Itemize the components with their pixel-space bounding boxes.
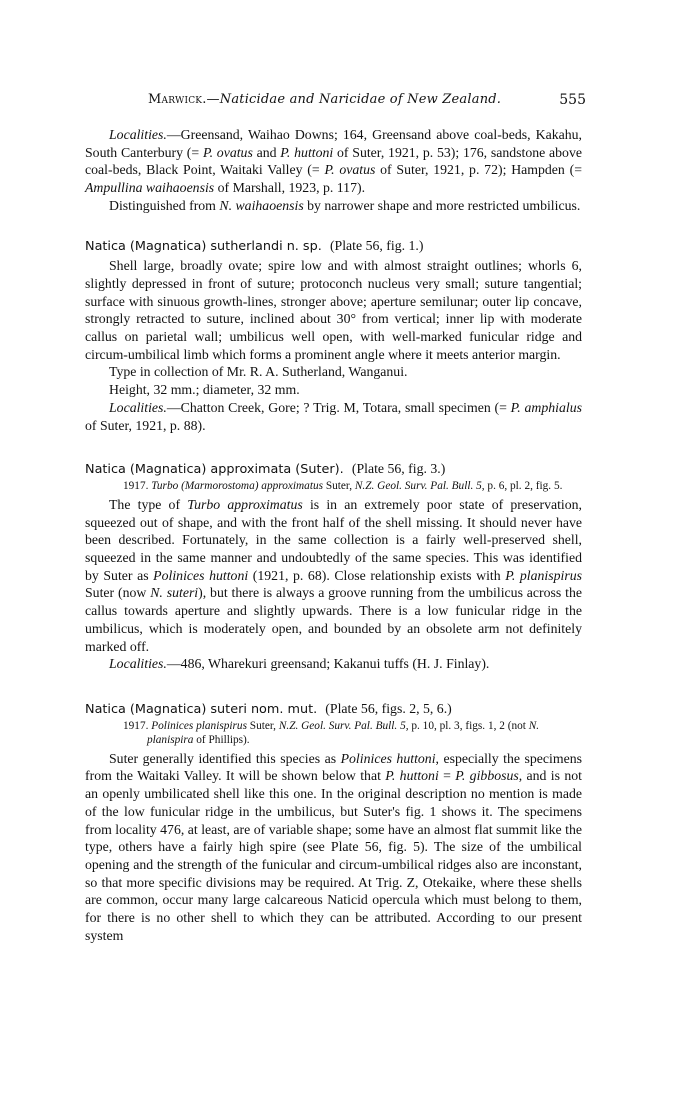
sutherlandi-type: Type in collection of Mr. R. A. Sutherland, Wanganui. xyxy=(109,364,408,380)
text-run: —Chatton Creek, Gore; ? Trig. M, Totara, small specimen (= xyxy=(166,399,511,415)
text-run: Suter, xyxy=(246,719,279,732)
synonymy-reference xyxy=(85,719,582,747)
taxon-name: P. ovatus xyxy=(202,144,253,160)
taxon-name: Ampullina waihaoensis xyxy=(85,180,215,196)
running-head-title: Naticidae and Naricidae of New Zealand. xyxy=(219,92,502,107)
synonymy-reference xyxy=(85,479,582,493)
approximata-localities xyxy=(85,655,582,673)
page-number: 555 xyxy=(559,92,586,108)
text-run: —486, Wharekuri greensand; Kakanui tuffs (H. J. Finlay). xyxy=(166,656,490,672)
synonymy-block xyxy=(85,719,582,747)
localities-label: Localities. xyxy=(109,656,167,672)
text-run: by narrower shape and more restricted umbilicus. xyxy=(303,197,581,213)
localities-waihaoensis xyxy=(85,126,582,197)
text-run: Suter generally identified this species as xyxy=(109,750,341,766)
taxon-name: Polinices planispirus xyxy=(151,719,247,732)
species-name: Natica (Magnatica) suteri nom. mut. xyxy=(85,701,318,717)
taxon-name: P. gibbosus xyxy=(455,768,519,784)
running-head-separator: — xyxy=(206,92,220,107)
text-run: Suter, xyxy=(323,479,355,492)
taxon-name: Turbo (Marmorostoma) approximatus xyxy=(151,479,324,492)
localities-label: Localities. xyxy=(109,399,167,415)
plate-reference: (Plate 56, fig. 1.) xyxy=(329,237,424,253)
text-run: p. 6, pl. 2, fig. 5. xyxy=(484,479,563,492)
text-run: is in an extremely poor state of preservation, squeezed out of shape, and with the front half of the shell missing. It should never have been described. Fortunately, in the same collection is a fairly well-preserved shell, squeezed in the same manner and undoubtedly of the same species. This was identified by Suter as xyxy=(85,496,583,583)
plate-reference: (Plate 56, fig. 3.) xyxy=(351,461,446,477)
taxon-name: P. planispirus xyxy=(505,567,582,583)
localities-label: Localities. xyxy=(109,127,167,142)
spacer xyxy=(85,673,582,700)
text-run: —Greensand, Waihao Downs; 164, Greensand above coal-beds, Kakahu, South Canterbury (= xyxy=(85,127,582,160)
text-run: ), but there is always a groove running from the umbilicus across the callus towards aperture and slightly upwards. There is a low funicular ridge in the umbilicus, which is moderately open, and bounded by an obsolete arm not definitely marked off. xyxy=(85,585,582,654)
running-header xyxy=(128,92,586,112)
species-heading-sutherlandi xyxy=(85,237,582,256)
species-heading-suteri xyxy=(85,700,582,719)
taxon-name: N. waihaoensis xyxy=(219,197,304,213)
taxon-name: N. suteri xyxy=(150,585,199,601)
publication-title: N.Z. Geol. Surv. Pal. Bull. 5, xyxy=(354,479,485,492)
approximata-discussion xyxy=(85,496,582,655)
taxon-name: Turbo approximatus xyxy=(187,496,303,512)
species-name: Natica (Magnatica) approximata (Suter). xyxy=(85,462,344,478)
text-run: (1921, p. 68). Close relationship exists with xyxy=(248,567,506,583)
text-run: of Phillips). xyxy=(193,733,250,746)
ref-year: 1917. xyxy=(123,719,149,732)
running-head xyxy=(148,92,501,107)
text-run: Suter (now xyxy=(85,585,151,601)
suteri-discussion xyxy=(85,750,582,945)
taxon-name: P. huttoni xyxy=(280,144,334,160)
taxon-name: P. ovatus xyxy=(324,162,376,178)
plate-reference: (Plate 56, figs. 2, 5, 6.) xyxy=(325,700,452,716)
text-run: , especially the specimens from the Waitaki Valley. It will be shown below that xyxy=(85,750,582,784)
sutherlandi-dimensions: Height, 32 mm.; diameter, 32 mm. xyxy=(109,382,300,398)
sutherlandi-localities xyxy=(85,399,582,434)
running-head-author: Marwick. xyxy=(148,92,207,107)
taxon-name: Polinices huttoni xyxy=(153,567,249,583)
synonymy-block xyxy=(85,479,582,493)
species-heading-approximata xyxy=(85,460,582,479)
taxon-name: N. planispira xyxy=(147,719,540,746)
text-run: of Suter, 1921, p. 53); 176, sandstone above coal-beds, Black Point, Waitaki Valley (= xyxy=(85,144,582,178)
text-run: The type of xyxy=(109,496,188,512)
taxon-name: P. huttoni xyxy=(385,768,439,784)
taxon-name: P. amphialus xyxy=(510,399,583,415)
spacer xyxy=(85,215,582,237)
text-run: of Suter, 1921, p. 88). xyxy=(85,417,206,433)
page-body xyxy=(85,126,582,944)
sutherlandi-description: Shell large, broadly ovate; spire low and with almost straight outlines; whorls 6, slightly depressed in front of suture; protoconch nucleus very small; suture tangential; surface with sinuous growth-lines, stronger above; aperture semilunar; outer lip concave, strongly retracted to suture, inclined about 30° from vertical; inner lip with moderate callus on parietal wall; umbilicus well open, with well-marked funicular ridge and circum-umbilical limb which forms a prominent angle where it meets anterior margin. xyxy=(85,258,582,362)
text-run: and xyxy=(252,144,281,160)
publication-title: N.Z. Geol. Surv. Pal. Bull. 5, xyxy=(278,719,409,732)
text-run: = xyxy=(438,768,456,784)
spacer xyxy=(85,434,582,460)
species-name: Natica (Magnatica) sutherlandi n. sp. xyxy=(85,238,322,254)
taxon-name: Polinices huttoni xyxy=(340,750,436,766)
distinction-paragraph xyxy=(85,197,582,215)
text-run: , and is not an openly umbilicated shell like this one. In the original description no mention is made of the low funicular ridge in the umbilicus, but Suter's fig. 1 shows it. The specimens from locality 476, at least, are of variable shape; some have an almost flat summit like the type, others have a fairly high spire (see Plate 56, fig. 5). The size of the umbilical opening and the strength of the funicular and circum-umbilical ridges also are inconstant, so that more specific divisions may be required. At Trig. Z, Otekaike, where these shells are common, occur many large calcareous Naticid opercula which must belong to them, for there is no other shell to which they can be attributed. According to our present system xyxy=(85,768,582,943)
text-run: p. 10, pl. 3, figs. 1, 2 (not xyxy=(408,719,529,732)
text-run: Distinguished from xyxy=(109,197,220,213)
text-run: of Marshall, 1923, p. 117). xyxy=(214,180,366,196)
ref-year: 1917. xyxy=(123,479,149,492)
text-run: of Suter, 1921, p. 72); Hampden (= xyxy=(375,162,582,178)
